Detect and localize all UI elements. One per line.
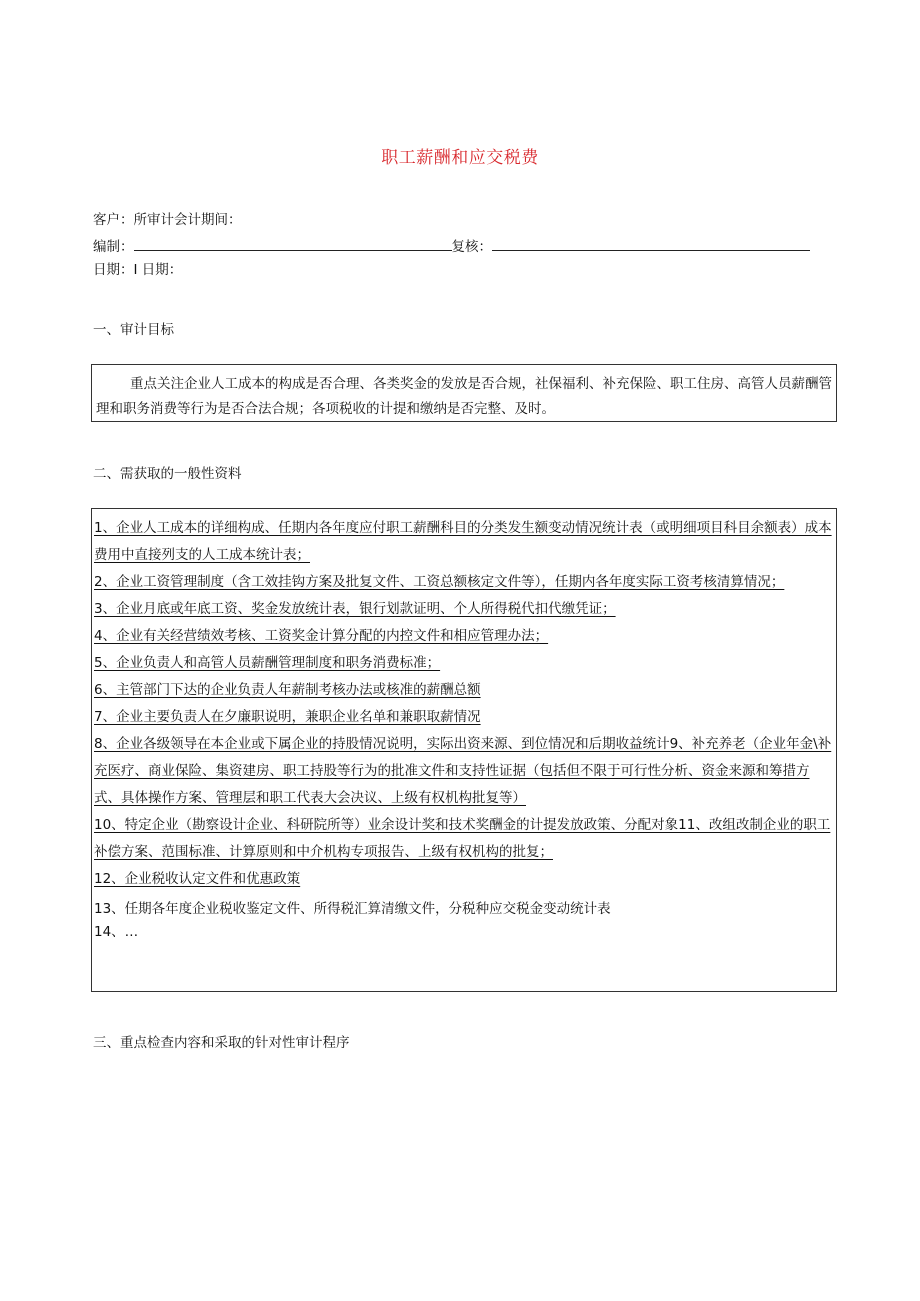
- client-period-line: 客户：所审计会计期间：: [93, 212, 242, 228]
- materials-box: [91, 508, 837, 992]
- list-item: 6、主管部门下达的企业负责人年薪制考核办法或核准的薪酬总额: [94, 682, 481, 698]
- list-item: 10、特定企业（勘察设计企业、科研院所等）业余设计奖和技术奖酬金的计提发放政策、分配对象11、改组改制企业的职工补偿方案、范围标准、计算原则和中介机构专项报告、上级有权机构的批复；: [94, 817, 831, 860]
- section3-heading: 三、重点检查内容和采取的针对性审计程序: [93, 1035, 350, 1051]
- review-label: 复核：: [451, 239, 492, 255]
- section2-heading: 二、需获取的一般性资料: [93, 466, 242, 482]
- list-item: 3、企业月底或年底工资、奖金发放统计表，银行划款证明、个人所得税代扣代缴凭证；: [94, 601, 616, 617]
- section1-heading: 一、审计目标: [93, 322, 174, 338]
- review-blank: [492, 237, 810, 251]
- objective-box: [91, 364, 837, 422]
- list-item: 1、企业人工成本的详细构成、任期内各年度应付职工薪酬科目的分类发生额变动情况统计表（或明细项目科目余额表）成本费用中直接列支的人工成本统计表；: [94, 520, 832, 563]
- list-item: 4、企业有关经营绩效考核、工资奖金计算分配的内控文件和相应管理办法；: [94, 628, 549, 644]
- objective-text: 重点关注企业人工成本的构成是否合理、各类奖金的发放是否合规，社保福利、补充保险、职工住房、高管人员薪酬管理和职务消费等行为是否合法合规；各项税收的计提和缴纳是否完整、及时。: [96, 376, 832, 417]
- prepared-label: 编制：: [93, 239, 134, 255]
- list-item: 13、任期各年度企业税收鉴定文件、所得税汇算清缴文件，分税种应交税金变动统计表: [94, 901, 611, 917]
- date-line: 日期：I 日期：: [93, 262, 183, 278]
- list-item: 5、企业负责人和高管人员薪酬管理制度和职务消费标准；: [94, 655, 441, 671]
- list-item: 14、…: [94, 924, 139, 940]
- list-item: 2、企业工资管理制度（含工效挂钩方案及批复文件、工资总额核定文件等），任期内各年度实际工资考核清算情况；: [94, 574, 785, 590]
- list-item: 7、企业主要负责人在夕廉职说明，兼职企业名单和兼职取薪情况: [94, 709, 481, 725]
- list-item: 12、企业税收认定文件和优惠政策: [94, 871, 301, 887]
- prepared-review-line: [93, 235, 810, 255]
- list-item: 8、企业各级领导在本企业或下属企业的持股情况说明，实际出资来源、到位情况和后期收益统计9、补充养老（企业年金\补充医疗、商业保险、集资建房、职工持股等行为的批准文件和支持性证据（包括但不限于可行性分析、资金来源和筹措方式、具体操作方案、管理层和职工代表大会决议、上级有权机构批复等）: [94, 736, 832, 806]
- document-title: 职工薪酬和应交税费: [381, 148, 539, 168]
- prepared-blank: [134, 237, 452, 251]
